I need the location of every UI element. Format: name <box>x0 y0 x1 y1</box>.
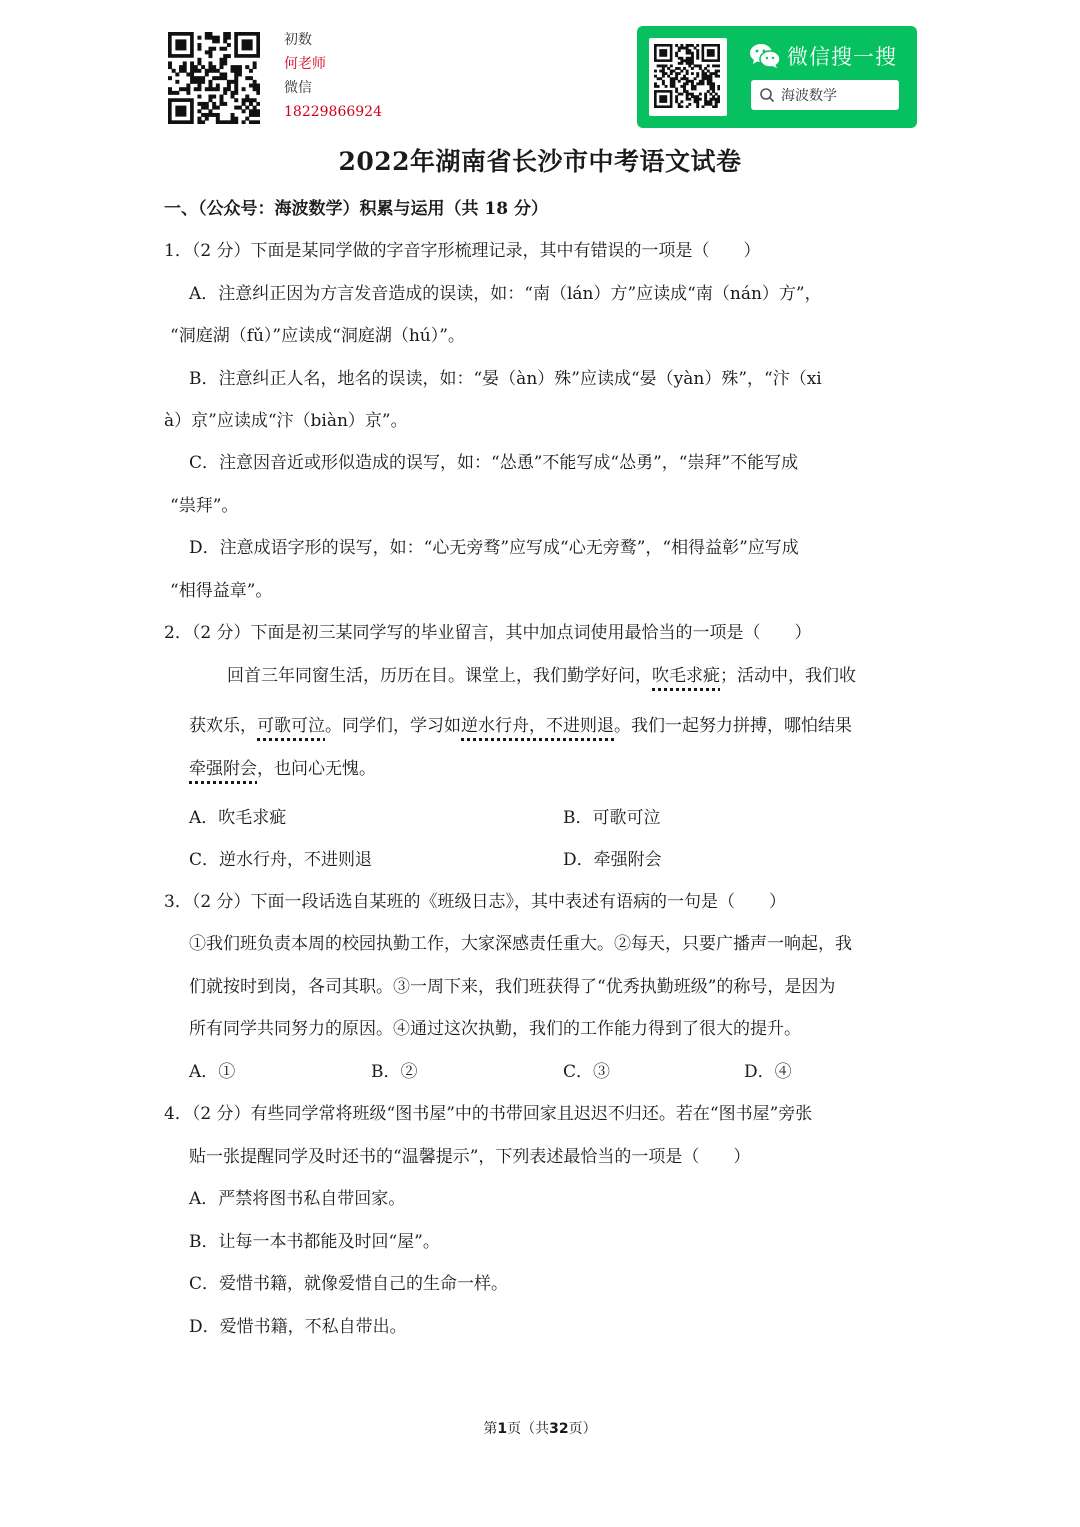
question-1-option-a-cont: “洞庭湖（fǔ）”应读成“洞庭湖（hú）”。 <box>170 326 465 346</box>
question-1-option-a: A．注意纠正因为方言发音造成的误读，如：“南（lán）方”应读成“南（nán）方”， <box>189 284 822 304</box>
dotted-phrase: 可歌可泣 <box>257 716 325 736</box>
qr-code-right <box>654 44 720 108</box>
question-4-option-b: B．让每一本书都能及时回“屋”。 <box>189 1232 440 1252</box>
question-4-option-c: C．爱惜书籍，就像爱惜自己的生命一样。 <box>189 1274 509 1294</box>
footer-text: 页（共 <box>507 1421 550 1437</box>
dotted-phrase: 吹毛求疵 <box>652 666 720 686</box>
question-1-option-d-cont: “相得益章”。 <box>170 581 273 601</box>
question-1-option-b-cont: à）京”应读成“汴（biàn）京”。 <box>164 411 408 431</box>
question-3-option-b: B．② <box>371 1062 418 1082</box>
footer-text: 页） <box>568 1421 597 1437</box>
page-title: 2022年湖南省长沙市中考语文试卷 <box>338 147 742 176</box>
question-1-option-c-cont: “祟拜”。 <box>170 496 239 516</box>
contact-wechat-label: 微信 <box>284 80 312 96</box>
question-2-option-c: C．逆水行舟，不进则退 <box>189 850 373 870</box>
passage-text: 获欢乐， <box>189 716 257 736</box>
wechat-icon <box>749 42 781 70</box>
passage-text: ；活动中，我们收 <box>720 666 856 686</box>
dotted-phrase: 牵强附会 <box>189 759 257 779</box>
question-1-option-b: B．注意纠正人名，地名的误读，如：“晏（àn）殊”应读成“晏（yàn）殊”，“汴（xi <box>189 369 822 389</box>
question-3-passage-line: ①我们班负责本周的校园执勤工作，大家深感责任重大。②每天，只要广播声一响起，我 <box>189 934 852 954</box>
qr-code-image <box>168 32 260 124</box>
question-1-option-c: C．注意因音近或形似造成的误写，如：“怂恿”不能写成“怂勇”，“崇拜”不能写成 <box>189 453 799 473</box>
page-total: 32 <box>549 1421 569 1437</box>
qr-code-left <box>168 32 260 124</box>
question-2-option-a: A．吹毛求疵 <box>189 808 287 828</box>
question-3-option-c: C．③ <box>563 1062 611 1082</box>
question-2-stem: 2．（2 分）下面是初三某同学写的毕业留言，其中加点词使用最恰当的一项是（ ） <box>164 623 812 643</box>
question-4-stem: 4．（2 分）有些同学常将班级“图书屋”中的书带回家且迟迟不归还。若在“图书屋”旁张 <box>164 1104 813 1124</box>
question-4-option-d: D．爱惜书籍，不私自带出。 <box>189 1317 407 1337</box>
wechat-title <box>749 40 897 72</box>
section-heading: 一、（公众号：海波数学）积累与运用（共 18 分） <box>164 199 548 219</box>
question-2-option-d: D．牵强附会 <box>563 850 662 870</box>
qr-code-image <box>654 44 720 108</box>
question-1-stem: 1．（2 分）下面是某同学做的字音字形梳理记录，其中有错误的一项是（ ） <box>164 241 761 261</box>
passage-text: ，也问心无愧。 <box>257 759 376 779</box>
wechat-search-box[interactable] <box>751 80 899 110</box>
passage-text: 。同学们，学习如 <box>325 716 461 736</box>
question-1-option-d: D．注意成语字形的误写，如：“心无旁骛”应写成“心无旁鹜”，“相得益彰”应写成 <box>189 538 799 558</box>
search-icon <box>759 87 775 103</box>
question-3-passage-line: 们就按时到岗，各司其职。③一周下来，我们班获得了“优秀执勤班级”的称号，是因为 <box>189 977 836 997</box>
question-3-passage-line: 所有同学共同努力的原因。④通过这次执勤，我们的工作能力得到了很大的提升。 <box>189 1019 801 1039</box>
contact-name: 何老师 <box>284 56 326 72</box>
footer-text: 第 <box>483 1421 498 1437</box>
question-3-option-a: A．① <box>189 1062 236 1082</box>
question-3-option-d: D．④ <box>744 1062 792 1082</box>
question-2-passage-line <box>189 714 852 738</box>
question-4-stem-cont: 贴一张提醒同学及时还书的“温馨提示”，下列表述最恰当的一项是（ ） <box>189 1147 751 1167</box>
page-number: 1 <box>497 1421 508 1437</box>
dotted-phrase: 逆水行舟，不进则退 <box>461 716 614 736</box>
wechat-title-text: 微信搜一搜 <box>787 45 897 69</box>
wechat-search-text: 海波数学 <box>781 88 837 104</box>
page-footer <box>0 1418 1080 1438</box>
question-2-passage-line <box>189 757 376 781</box>
question-4-option-a: A．严禁将图书私自带回家。 <box>189 1189 406 1209</box>
contact-phone: 18229866924 <box>284 104 382 120</box>
passage-text: 回首三年同窗生活，历历在目。课堂上，我们勤学好问， <box>227 666 652 686</box>
question-2-option-b: B．可歌可泣 <box>563 808 661 828</box>
passage-text: 。我们一起努力拼搏，哪怕结果 <box>614 716 852 736</box>
contact-label: 初数 <box>284 32 312 48</box>
question-2-passage-line <box>227 664 856 688</box>
contact-info <box>284 28 382 124</box>
question-3-stem: 3．（2 分）下面一段话选自某班的《班级日志》，其中表述有语病的一句是（ ） <box>164 892 787 912</box>
